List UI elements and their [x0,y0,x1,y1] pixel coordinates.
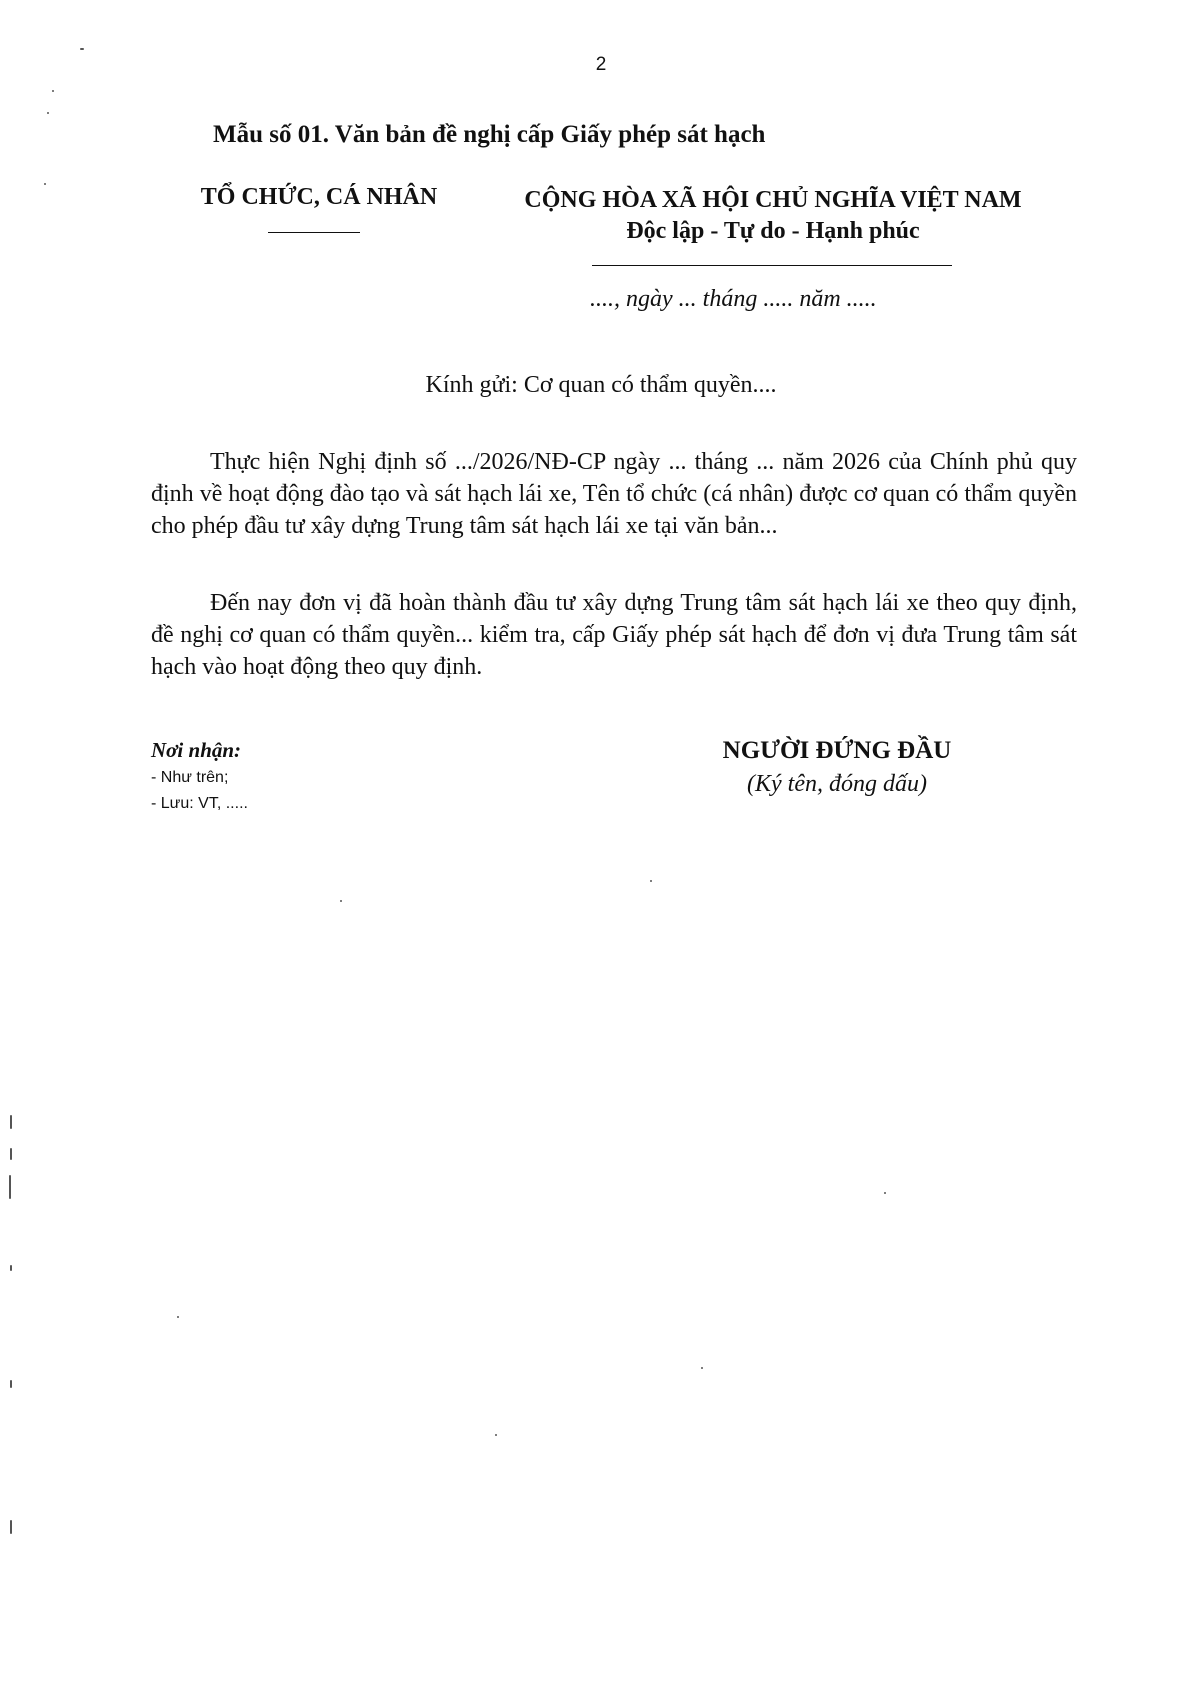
date-line: ...., ngày ... tháng ..... năm ..... [590,286,877,312]
motto-divider [592,265,952,266]
org-name-divider [268,232,360,233]
form-title: Mẫu số 01. Văn bản đề nghị cấp Giấy phép sát hạch [213,121,766,148]
national-motto: Độc lập - Tự do - Hạnh phúc [626,218,920,244]
nation-name: CỘNG HÒA XÃ HỘI CHỦ NGHĨA VIỆT NAM [524,187,1022,213]
body-paragraph-1 [151,446,1077,542]
recipient-item: - Như trên; [151,769,229,786]
recipients-list [151,765,248,817]
body-paragraph-text: Đến nay đơn vị đã hoàn thành đầu tư xây dựng Trung tâm sát hạch lái xe theo quy định, đề nghị cơ quan có thẩm quyền... kiểm tra, cấp Giấy phép sát hạch để đơn vị đưa Trung tâm sát hạch vào hoạt động theo quy định. [151,590,1077,680]
org-name: TỔ CHỨC, CÁ NHÂN [200,184,438,210]
body-paragraph-2 [151,587,1077,683]
recipients-heading: Nơi nhận: [151,738,242,762]
signature-title: NGƯỜI ĐỨNG ĐẦU [722,737,952,764]
body-paragraph-text: Thực hiện Nghị định số .../2026/NĐ-CP ngày ... tháng ... năm 2026 của Chính phủ quy định về hoạt động đào tạo và sát hạch lái xe, Tên tổ chức (cá nhân) được cơ quan có thẩm quyền cho phép đầu tư xây dựng Trung tâm sát hạch lái xe tại văn bản... [151,449,1077,539]
recipient-item: - Lưu: VT, ..... [151,795,248,812]
page-number: 2 [595,54,607,75]
recipient-line: Kính gửi: Cơ quan có thẩm quyền.... [425,372,777,398]
signature-note: (Ký tên, đóng dấu) [747,771,927,797]
